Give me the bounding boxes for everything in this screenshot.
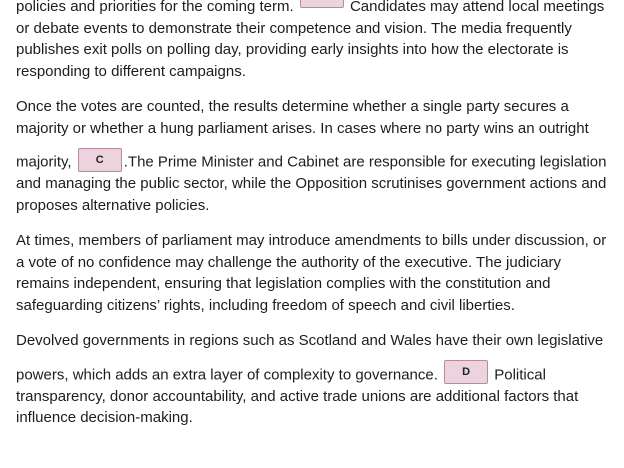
- gap-drop-zone-d[interactable]: D: [444, 360, 488, 384]
- gap-drop-zone-c[interactable]: C: [78, 148, 122, 172]
- paragraph-4: [16, 330, 612, 429]
- paragraph-3-text: At times, members of parliament may introduce amendments to bills under discussion, or a vote of no confidence may challenge the authority of the executive. The judiciary remains independent, ensuring that legislation complies with the constitution and safeguarding citizens’ rights, including freedom of speech and civil liberties.: [16, 232, 607, 314]
- gap-drop-zone-b[interactable]: [300, 0, 344, 8]
- paragraph-1-text-b: Candidates may attend local meetings or debate events to demonstrate their competence and vision. The media frequently publishes exit polls on polling day, providing early insights into how the electorate is responding to different campaigns.: [16, 0, 605, 80]
- paragraph-2-text-b: .The Prime Minister and Cabinet are responsible for executing legislation and managing the public sector, while the Opposition scrutinises government actions and proposes alternative policies.: [16, 153, 607, 214]
- paragraph-1: [16, 0, 612, 82]
- paragraph-4-text-a: Devolved governments in regions such as Scotland and Wales have their own legislative powers, which adds an extra layer of complexity to governance.: [16, 332, 604, 383]
- paragraph-3: [16, 230, 612, 316]
- paragraph-4-text-b: Political transparency, donor accountability, and active trade unions are additional factors that influence decision-making.: [16, 366, 579, 426]
- paragraph-1-text-a: policies and priorities for the coming term.: [16, 0, 294, 15]
- passage: [16, 0, 612, 443]
- paragraph-2-text-a: Once the votes are counted, the results determine whether a single party secures a majority or whether a hung parliament arises. In cases where no party wins an outright majority,: [16, 98, 589, 171]
- paragraph-2: [16, 96, 612, 216]
